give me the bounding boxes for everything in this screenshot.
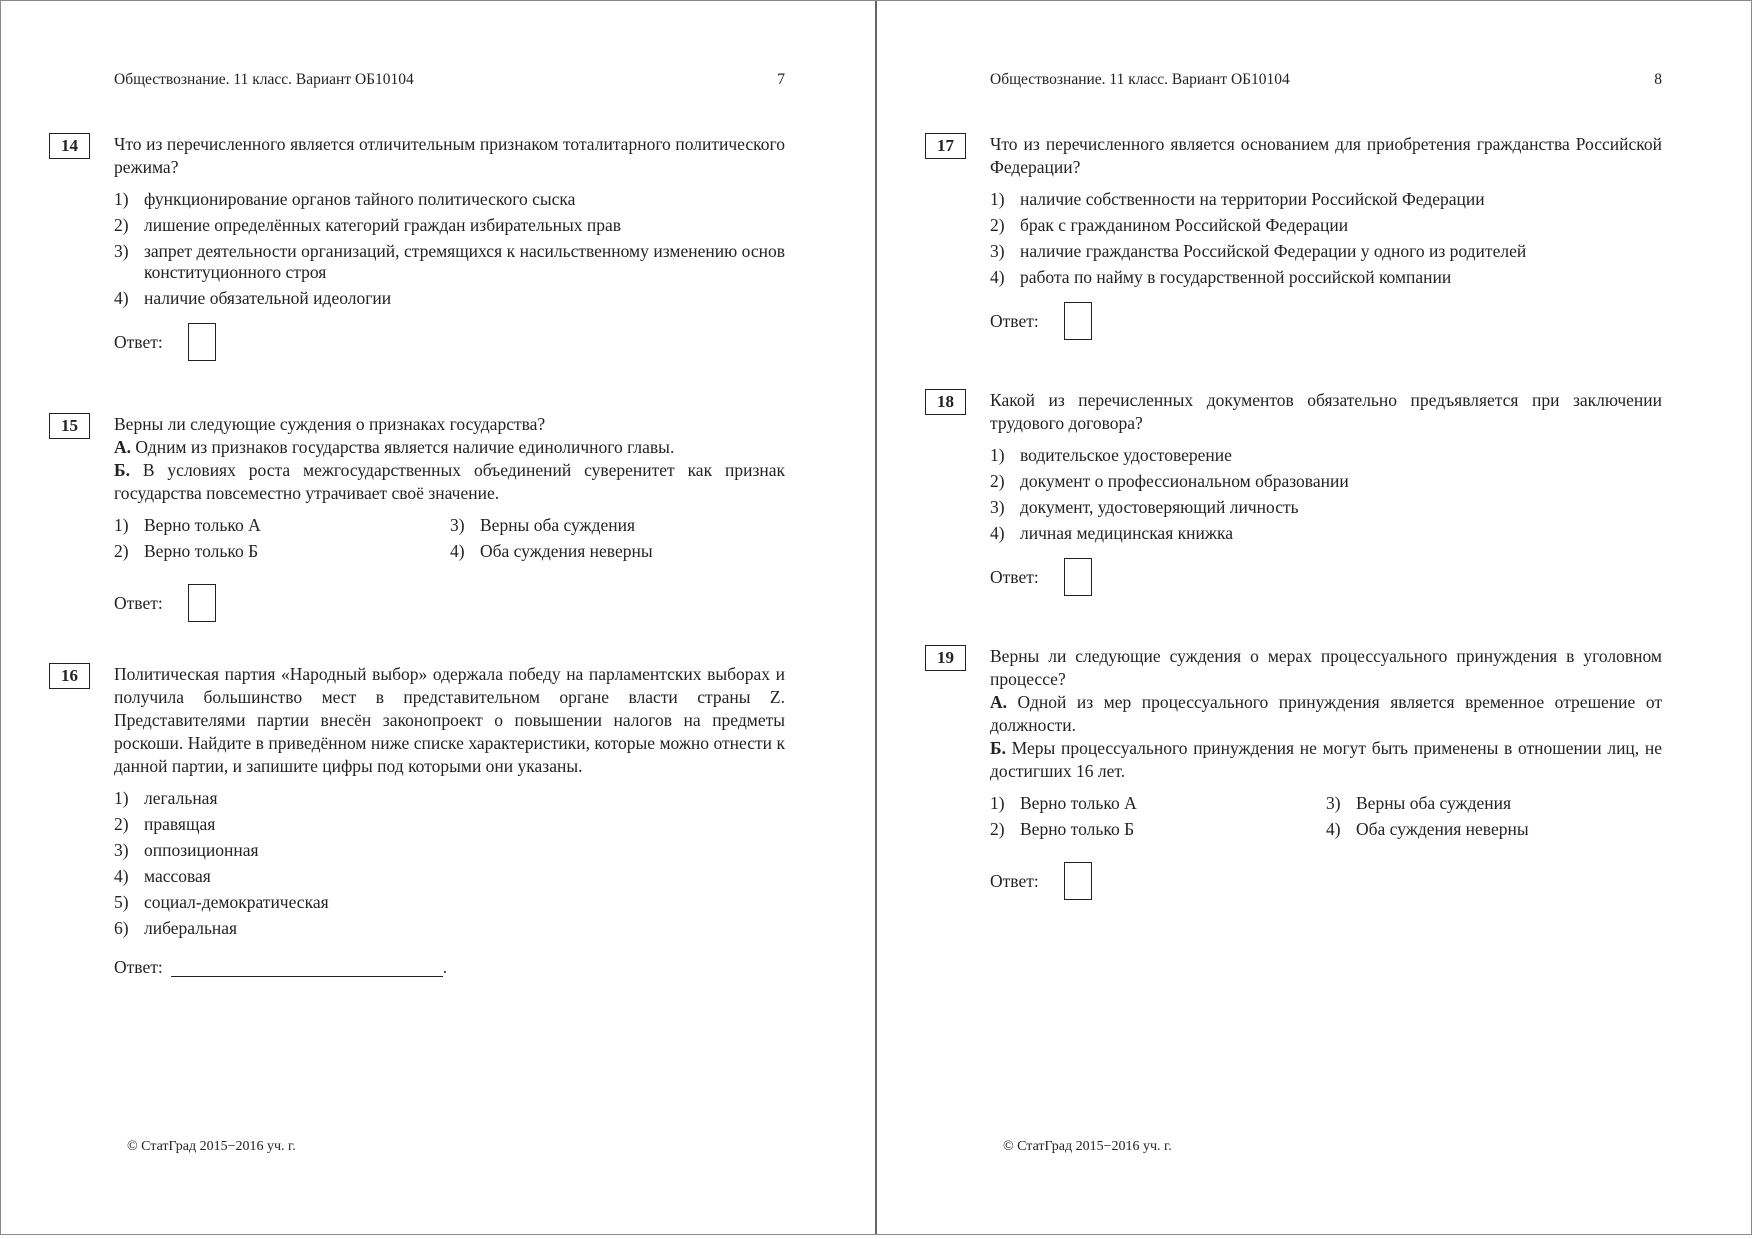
page-left bbox=[1, 1, 877, 1234]
question-text: Верны ли следующие суждения о мерах процессуального принуждения в уголовном процессе? bbox=[990, 646, 1662, 689]
question-text: Какой из перечисленных документов обязательно предъявляется при заключении трудового договора? bbox=[990, 390, 1662, 433]
answer-row bbox=[114, 323, 785, 361]
statement-a: А. Одним из признаков государства является наличие единоличного главы. bbox=[114, 437, 675, 457]
option-item: 3) оппозиционная bbox=[114, 840, 259, 860]
header-title: Обществознание. 11 класс. Вариант ОБ10104 bbox=[990, 71, 1290, 88]
statement-a: А. Одной из мер процессуального принуждения является временное отрешение от должности. bbox=[990, 692, 1663, 735]
answer-box[interactable] bbox=[1064, 558, 1092, 596]
page-footer: © СтатГрад 2015−2016 уч. г. bbox=[1003, 1139, 1172, 1154]
task-number: 16 bbox=[49, 663, 90, 689]
answer-box[interactable] bbox=[1064, 862, 1092, 900]
answer-line[interactable] bbox=[171, 958, 443, 977]
option-item: 6) либеральная bbox=[114, 918, 238, 938]
question-text: Верны ли следующие суждения о признаках государства? bbox=[114, 414, 546, 434]
answer-row bbox=[990, 558, 1662, 596]
answer-row bbox=[990, 302, 1662, 340]
option-item: 1) водительское удостоверение bbox=[990, 445, 1232, 465]
options-list bbox=[114, 189, 785, 309]
option-item: 4) Оба суждения неверны bbox=[1326, 819, 1529, 839]
page-header bbox=[990, 71, 1662, 89]
options-grid bbox=[114, 515, 785, 562]
option-item: 2) правящая bbox=[114, 814, 216, 834]
task-16 bbox=[61, 663, 785, 978]
task-number: 14 bbox=[49, 133, 90, 159]
option-item: 2) Верно только Б bbox=[990, 819, 1135, 839]
question-text: Что из перечисленного является отличительным признаком тоталитарного политического режима? bbox=[114, 134, 785, 177]
task-number: 17 bbox=[925, 133, 966, 159]
answer-label: Ответ: bbox=[990, 870, 1039, 891]
answer-box[interactable] bbox=[188, 584, 216, 622]
page-number: 8 bbox=[1654, 71, 1662, 88]
options-grid bbox=[990, 793, 1662, 840]
task-number: 15 bbox=[49, 413, 90, 439]
option-item: 5) социал-демократическая bbox=[114, 892, 329, 912]
task-14 bbox=[61, 133, 785, 361]
task-15 bbox=[61, 413, 786, 622]
answer-label: Ответ: bbox=[114, 331, 163, 352]
option-item: 3) Верны оба суждения bbox=[450, 515, 636, 535]
page-header bbox=[114, 71, 785, 89]
header-title: Обществознание. 11 класс. Вариант ОБ10104 bbox=[114, 71, 414, 88]
page-footer: © СтатГрад 2015−2016 уч. г. bbox=[127, 1139, 296, 1154]
option-item: 2) брак с гражданином Российской Федерации bbox=[990, 215, 1349, 235]
option-item: 2) лишение определённых категорий граждан избирательных прав bbox=[114, 215, 622, 235]
answer-label: Ответ: bbox=[990, 310, 1039, 331]
task-number: 18 bbox=[925, 389, 966, 415]
option-item: 3) документ, удостоверяющий личность bbox=[990, 497, 1299, 517]
option-item: 4) массовая bbox=[114, 866, 211, 886]
statement-b: Б. В условиях роста межгосударственных объединений суверенитет как признак государства повсеместно утрачивает своё значение. bbox=[114, 460, 786, 503]
answer-row bbox=[114, 584, 785, 622]
page-number: 7 bbox=[777, 71, 785, 88]
option-item: 1) Верно только А bbox=[114, 515, 261, 535]
answer-label: Ответ: bbox=[114, 592, 163, 613]
page-right bbox=[877, 1, 1753, 1234]
option-item: 1) Верно только А bbox=[990, 793, 1137, 813]
task-number: 19 bbox=[925, 645, 966, 671]
options-list bbox=[990, 445, 1662, 544]
option-item: 3) запрет деятельности организаций, стремящихся к насильственному изменению основ конституционного строя bbox=[114, 241, 785, 282]
question-text: Политическая партия «Народный выбор» одержала победу на парламентских выборах и получила большинство мест в представительном органе власти страны Z. Представителями партии внесён законопроект о повышении налогов на предметы роскоши. Найдите в приведённом ниже списке характеристики, которые можно отнести к данной партии, и запишите цифры под которыми они указаны. bbox=[114, 664, 785, 776]
task-18 bbox=[937, 389, 1662, 596]
option-item: 1) легальная bbox=[114, 788, 218, 808]
answer-label: Ответ: bbox=[990, 566, 1039, 587]
answer-box[interactable] bbox=[1064, 302, 1092, 340]
answer-box[interactable] bbox=[188, 323, 216, 361]
option-item: 2) Верно только Б bbox=[114, 541, 259, 561]
options-list bbox=[114, 788, 785, 939]
option-item: 4) личная медицинская книжка bbox=[990, 523, 1233, 543]
option-item: 4) работа по найму в государственной российской компании bbox=[990, 267, 1452, 287]
option-item: 3) наличие гражданства Российской Федерации у одного из родителей bbox=[990, 241, 1527, 261]
option-item: 2) документ о профессиональном образовании bbox=[990, 471, 1349, 491]
answer-label: Ответ: bbox=[114, 957, 163, 977]
answer-row bbox=[114, 957, 785, 978]
option-item: 1) функционирование органов тайного политического сыска bbox=[114, 189, 576, 209]
answer-row bbox=[990, 862, 1662, 900]
option-item: 4) Оба суждения неверны bbox=[450, 541, 653, 561]
question-text: Что из перечисленного является основанием для приобретения гражданства Российской Федерации? bbox=[990, 134, 1662, 177]
answer-suffix: . bbox=[442, 957, 448, 977]
options-list bbox=[990, 189, 1662, 288]
option-item: 1) наличие собственности на территории Российской Федерации bbox=[990, 189, 1485, 209]
option-item: 3) Верны оба суждения bbox=[1326, 793, 1512, 813]
statement-b: Б. Меры процессуального принуждения не могут быть применены в отношении лиц, не достигших 16 лет. bbox=[990, 738, 1663, 781]
task-17 bbox=[937, 133, 1662, 340]
option-item: 4) наличие обязательной идеологии bbox=[114, 288, 392, 308]
task-19 bbox=[937, 645, 1663, 900]
